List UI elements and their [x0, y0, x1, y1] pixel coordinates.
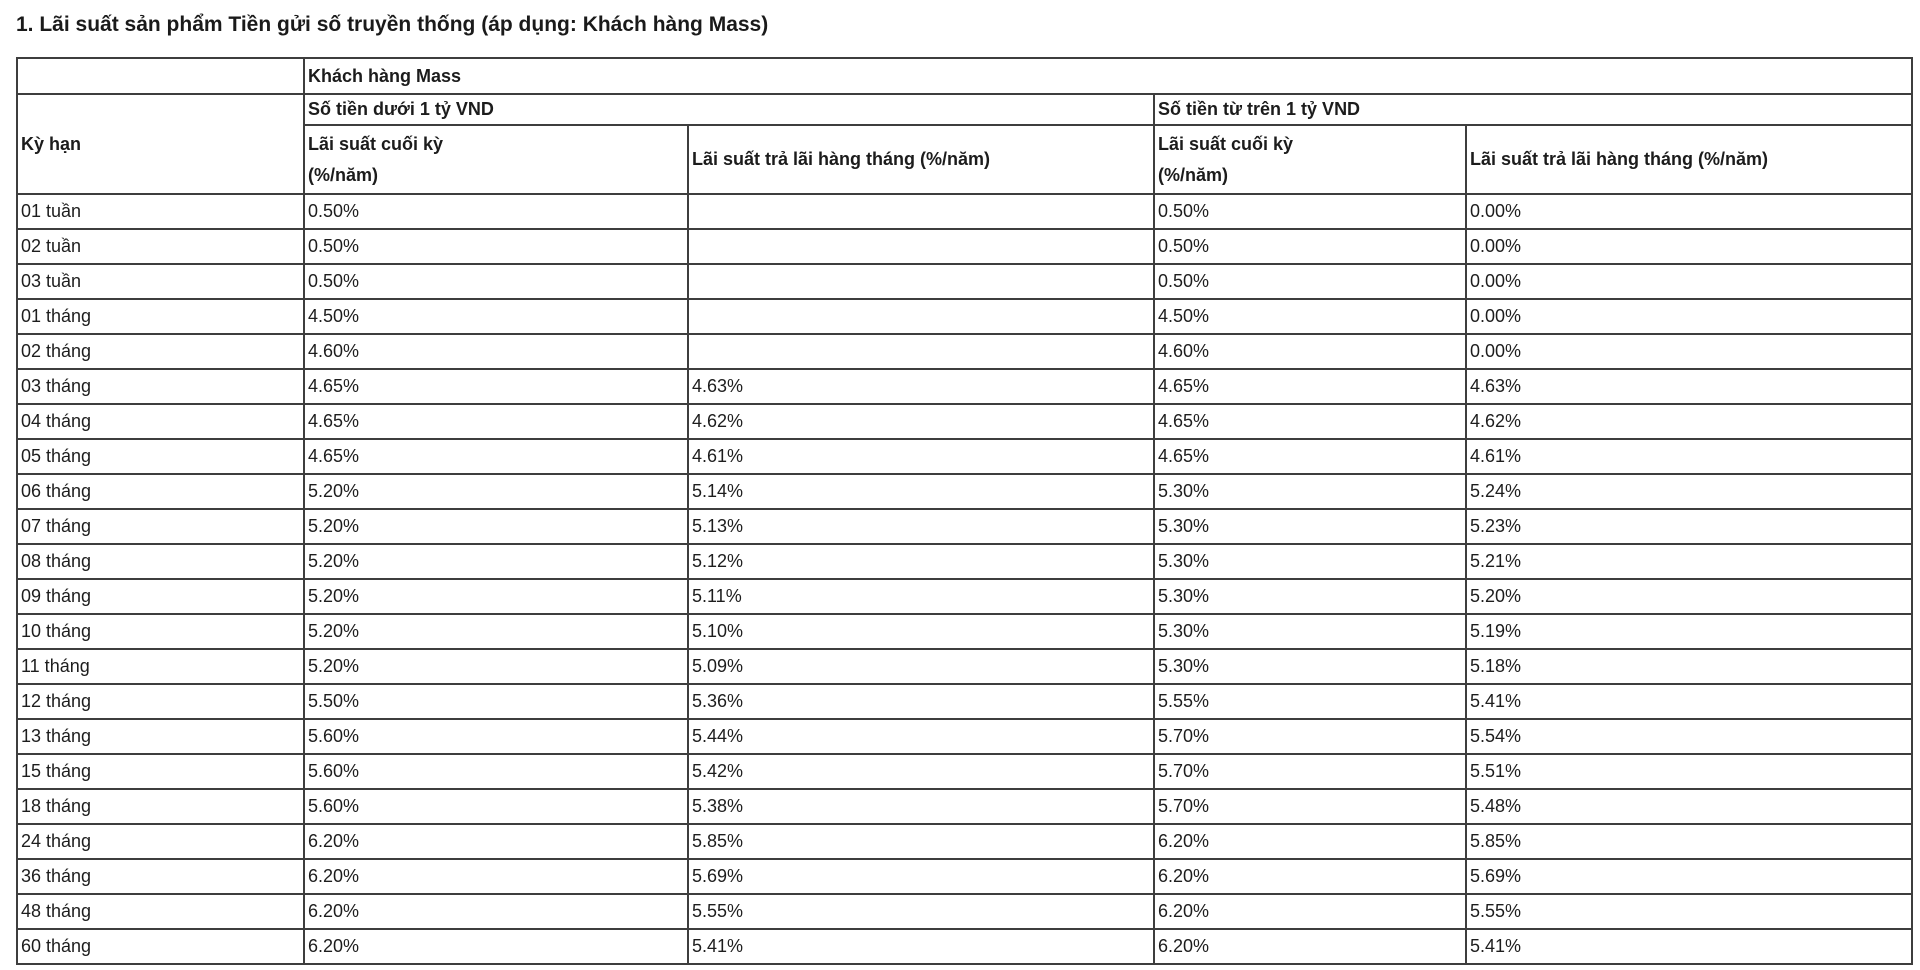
- table-row: [17, 229, 1912, 264]
- table-header: [17, 58, 1912, 194]
- term-cell: 02 tuần: [17, 229, 304, 264]
- under-end-of-term-rate-cell: 6.20%: [304, 894, 688, 929]
- table-body: [17, 194, 1912, 964]
- under-monthly-rate-cell: 5.69%: [688, 859, 1154, 894]
- over-end-of-term-rate-cell: 5.70%: [1154, 789, 1466, 824]
- under-end-of-term-rate-cell: 5.20%: [304, 614, 688, 649]
- under-end-of-term-rate-cell: 5.20%: [304, 509, 688, 544]
- term-cell: 04 tháng: [17, 404, 304, 439]
- over-monthly-rate-cell: 0.00%: [1466, 229, 1912, 264]
- under-end-of-term-rate-cell: 0.50%: [304, 229, 688, 264]
- over-end-of-term-rate-cell: 5.70%: [1154, 719, 1466, 754]
- term-cell: 48 tháng: [17, 894, 304, 929]
- over-end-of-term-rate-cell: 4.65%: [1154, 369, 1466, 404]
- table-row: [17, 194, 1912, 229]
- term-cell: 15 tháng: [17, 754, 304, 789]
- over-end-of-term-rate-cell: 6.20%: [1154, 859, 1466, 894]
- over-end-of-term-rate-cell: 5.30%: [1154, 474, 1466, 509]
- under-monthly-rate-cell: [688, 299, 1154, 334]
- term-cell: 24 tháng: [17, 824, 304, 859]
- over-end-of-term-rate-cell: 4.50%: [1154, 299, 1466, 334]
- over-monthly-rate-cell: 0.00%: [1466, 194, 1912, 229]
- under-end-of-term-rate-cell: 4.65%: [304, 404, 688, 439]
- over-monthly-rate-cell: 5.48%: [1466, 789, 1912, 824]
- table-row: [17, 474, 1912, 509]
- term-cell: 02 tháng: [17, 334, 304, 369]
- term-cell: 11 tháng: [17, 649, 304, 684]
- under-monthly-rate-cell: 5.38%: [688, 789, 1154, 824]
- table-row: [17, 439, 1912, 474]
- under-monthly-rate-cell: 5.10%: [688, 614, 1154, 649]
- over-end-of-term-rate-cell: 4.60%: [1154, 334, 1466, 369]
- table-row: [17, 509, 1912, 544]
- under-end-of-term-rate-cell: 5.60%: [304, 754, 688, 789]
- term-cell: 08 tháng: [17, 544, 304, 579]
- over-end-of-term-rate-cell: 0.50%: [1154, 264, 1466, 299]
- over-monthly-rate-cell: 5.19%: [1466, 614, 1912, 649]
- term-cell: 09 tháng: [17, 579, 304, 614]
- over-monthly-rate-cell: 5.21%: [1466, 544, 1912, 579]
- under-end-of-term-rate-cell: 4.65%: [304, 369, 688, 404]
- over-end-of-term-rate-cell: 5.70%: [1154, 754, 1466, 789]
- over-monthly-rate-cell: 5.18%: [1466, 649, 1912, 684]
- over-monthly-rate-cell: 4.61%: [1466, 439, 1912, 474]
- over-end-of-term-rate-cell: 4.65%: [1154, 439, 1466, 474]
- under-monthly-rate-cell: [688, 194, 1154, 229]
- term-cell: 12 tháng: [17, 684, 304, 719]
- over-end-of-term-rate-cell: 6.20%: [1154, 824, 1466, 859]
- under-end-of-term-rate-cell: 0.50%: [304, 194, 688, 229]
- term-cell: 13 tháng: [17, 719, 304, 754]
- over-monthly-rate-cell: 5.23%: [1466, 509, 1912, 544]
- term-cell: 60 tháng: [17, 929, 304, 964]
- table-row: [17, 544, 1912, 579]
- over-monthly-rate-cell: 4.62%: [1466, 404, 1912, 439]
- over-end-of-term-rate-cell: 6.20%: [1154, 929, 1466, 964]
- under-monthly-rate-cell: 4.63%: [688, 369, 1154, 404]
- table-row: [17, 929, 1912, 964]
- table-row: [17, 264, 1912, 299]
- over-monthly-rate-cell: 0.00%: [1466, 334, 1912, 369]
- term-cell: 06 tháng: [17, 474, 304, 509]
- under-monthly-rate-cell: 5.55%: [688, 894, 1154, 929]
- over-end-of-term-rate-cell: 5.30%: [1154, 579, 1466, 614]
- under-monthly-rate-cell: 4.62%: [688, 404, 1154, 439]
- under-monthly-rate-cell: 5.44%: [688, 719, 1154, 754]
- over-end-of-term-rate-cell: 5.55%: [1154, 684, 1466, 719]
- over-monthly-rate-cell: 4.63%: [1466, 369, 1912, 404]
- over-end-of-term-rate-cell: 5.30%: [1154, 509, 1466, 544]
- over-end-of-term-rate-cell: 5.30%: [1154, 544, 1466, 579]
- term-column-header: Kỳ hạn: [17, 94, 304, 194]
- over-monthly-rate-cell: 5.41%: [1466, 684, 1912, 719]
- term-cell: 01 tháng: [17, 299, 304, 334]
- over-monthly-rate-cell: 5.20%: [1466, 579, 1912, 614]
- end-of-term-rate-header-under: [304, 125, 688, 194]
- amount-group-header-row: [17, 94, 1912, 125]
- under-end-of-term-rate-cell: 5.20%: [304, 579, 688, 614]
- under-end-of-term-rate-cell: 5.50%: [304, 684, 688, 719]
- table-row: [17, 299, 1912, 334]
- under-end-of-term-rate-cell: 4.65%: [304, 439, 688, 474]
- segment-header-row: [17, 58, 1912, 94]
- table-row: [17, 824, 1912, 859]
- over-monthly-rate-cell: 5.51%: [1466, 754, 1912, 789]
- term-cell: 36 tháng: [17, 859, 304, 894]
- table-row: [17, 614, 1912, 649]
- table-row: [17, 719, 1912, 754]
- under-monthly-rate-cell: 5.41%: [688, 929, 1154, 964]
- table-row: [17, 684, 1912, 719]
- over-end-of-term-rate-cell: 4.65%: [1154, 404, 1466, 439]
- table-row: [17, 894, 1912, 929]
- under-monthly-rate-cell: [688, 334, 1154, 369]
- under-end-of-term-rate-cell: 6.20%: [304, 859, 688, 894]
- over-monthly-rate-cell: 5.55%: [1466, 894, 1912, 929]
- term-cell: 03 tuần: [17, 264, 304, 299]
- over-monthly-rate-cell: 5.41%: [1466, 929, 1912, 964]
- under-monthly-rate-cell: 5.36%: [688, 684, 1154, 719]
- corner-empty-cell: [17, 58, 304, 94]
- over-end-of-term-rate-cell: 6.20%: [1154, 894, 1466, 929]
- end-of-term-rate-unit: (%/năm): [1158, 164, 1229, 185]
- over-monthly-rate-cell: 5.24%: [1466, 474, 1912, 509]
- end-of-term-rate-header-over: [1154, 125, 1466, 194]
- under-end-of-term-rate-cell: 5.20%: [304, 474, 688, 509]
- term-cell: 03 tháng: [17, 369, 304, 404]
- table-row: [17, 754, 1912, 789]
- table-row: [17, 649, 1912, 684]
- term-cell: 07 tháng: [17, 509, 304, 544]
- under-end-of-term-rate-cell: 6.20%: [304, 929, 688, 964]
- table-row: [17, 369, 1912, 404]
- table-row: [17, 404, 1912, 439]
- under-monthly-rate-cell: 5.12%: [688, 544, 1154, 579]
- under-end-of-term-rate-cell: 5.20%: [304, 649, 688, 684]
- over-monthly-rate-cell: 5.85%: [1466, 824, 1912, 859]
- over-end-of-term-rate-cell: 5.30%: [1154, 649, 1466, 684]
- over-end-of-term-rate-cell: 5.30%: [1154, 614, 1466, 649]
- under-monthly-rate-cell: 4.61%: [688, 439, 1154, 474]
- table-row: [17, 579, 1912, 614]
- under-monthly-rate-cell: [688, 264, 1154, 299]
- under-monthly-rate-cell: 5.13%: [688, 509, 1154, 544]
- table-row: [17, 859, 1912, 894]
- interest-rates-table: [16, 57, 1913, 965]
- under-end-of-term-rate-cell: 5.60%: [304, 719, 688, 754]
- end-of-term-rate-label: Lãi suất cuối kỳ: [1158, 133, 1294, 154]
- over-end-of-term-rate-cell: 0.50%: [1154, 194, 1466, 229]
- under-monthly-rate-cell: 5.42%: [688, 754, 1154, 789]
- under-end-of-term-rate-cell: 5.20%: [304, 544, 688, 579]
- under-monthly-rate-cell: 5.85%: [688, 824, 1154, 859]
- end-of-term-rate-label: Lãi suất cuối kỳ: [308, 133, 444, 154]
- monthly-rate-header-over: Lãi suất trả lãi hàng tháng (%/năm): [1466, 125, 1912, 194]
- customer-segment-header: Khách hàng Mass: [304, 58, 1912, 94]
- over-monthly-rate-cell: 5.54%: [1466, 719, 1912, 754]
- over-1-billion-group-header: Số tiền từ trên 1 tỷ VND: [1154, 94, 1912, 125]
- over-monthly-rate-cell: 5.69%: [1466, 859, 1912, 894]
- over-monthly-rate-cell: 0.00%: [1466, 264, 1912, 299]
- end-of-term-rate-unit: (%/năm): [308, 164, 379, 185]
- table-row: [17, 334, 1912, 369]
- page-title: 1. Lãi suất sản phẩm Tiền gửi số truyền thống (áp dụng: Khách hàng Mass): [16, 13, 769, 36]
- under-end-of-term-rate-cell: 5.60%: [304, 789, 688, 824]
- over-end-of-term-rate-cell: 0.50%: [1154, 229, 1466, 264]
- monthly-rate-header-under: Lãi suất trả lãi hàng tháng (%/năm): [688, 125, 1154, 194]
- over-monthly-rate-cell: 0.00%: [1466, 299, 1912, 334]
- under-end-of-term-rate-cell: 0.50%: [304, 264, 688, 299]
- under-end-of-term-rate-cell: 6.20%: [304, 824, 688, 859]
- under-monthly-rate-cell: 5.09%: [688, 649, 1154, 684]
- under-monthly-rate-cell: [688, 229, 1154, 264]
- under-1-billion-group-header: Số tiền dưới 1 tỷ VND: [304, 94, 1154, 125]
- term-cell: 05 tháng: [17, 439, 304, 474]
- under-end-of-term-rate-cell: 4.50%: [304, 299, 688, 334]
- term-cell: 10 tháng: [17, 614, 304, 649]
- under-monthly-rate-cell: 5.11%: [688, 579, 1154, 614]
- term-cell: 01 tuần: [17, 194, 304, 229]
- table-row: [17, 789, 1912, 824]
- under-end-of-term-rate-cell: 4.60%: [304, 334, 688, 369]
- under-monthly-rate-cell: 5.14%: [688, 474, 1154, 509]
- term-cell: 18 tháng: [17, 789, 304, 824]
